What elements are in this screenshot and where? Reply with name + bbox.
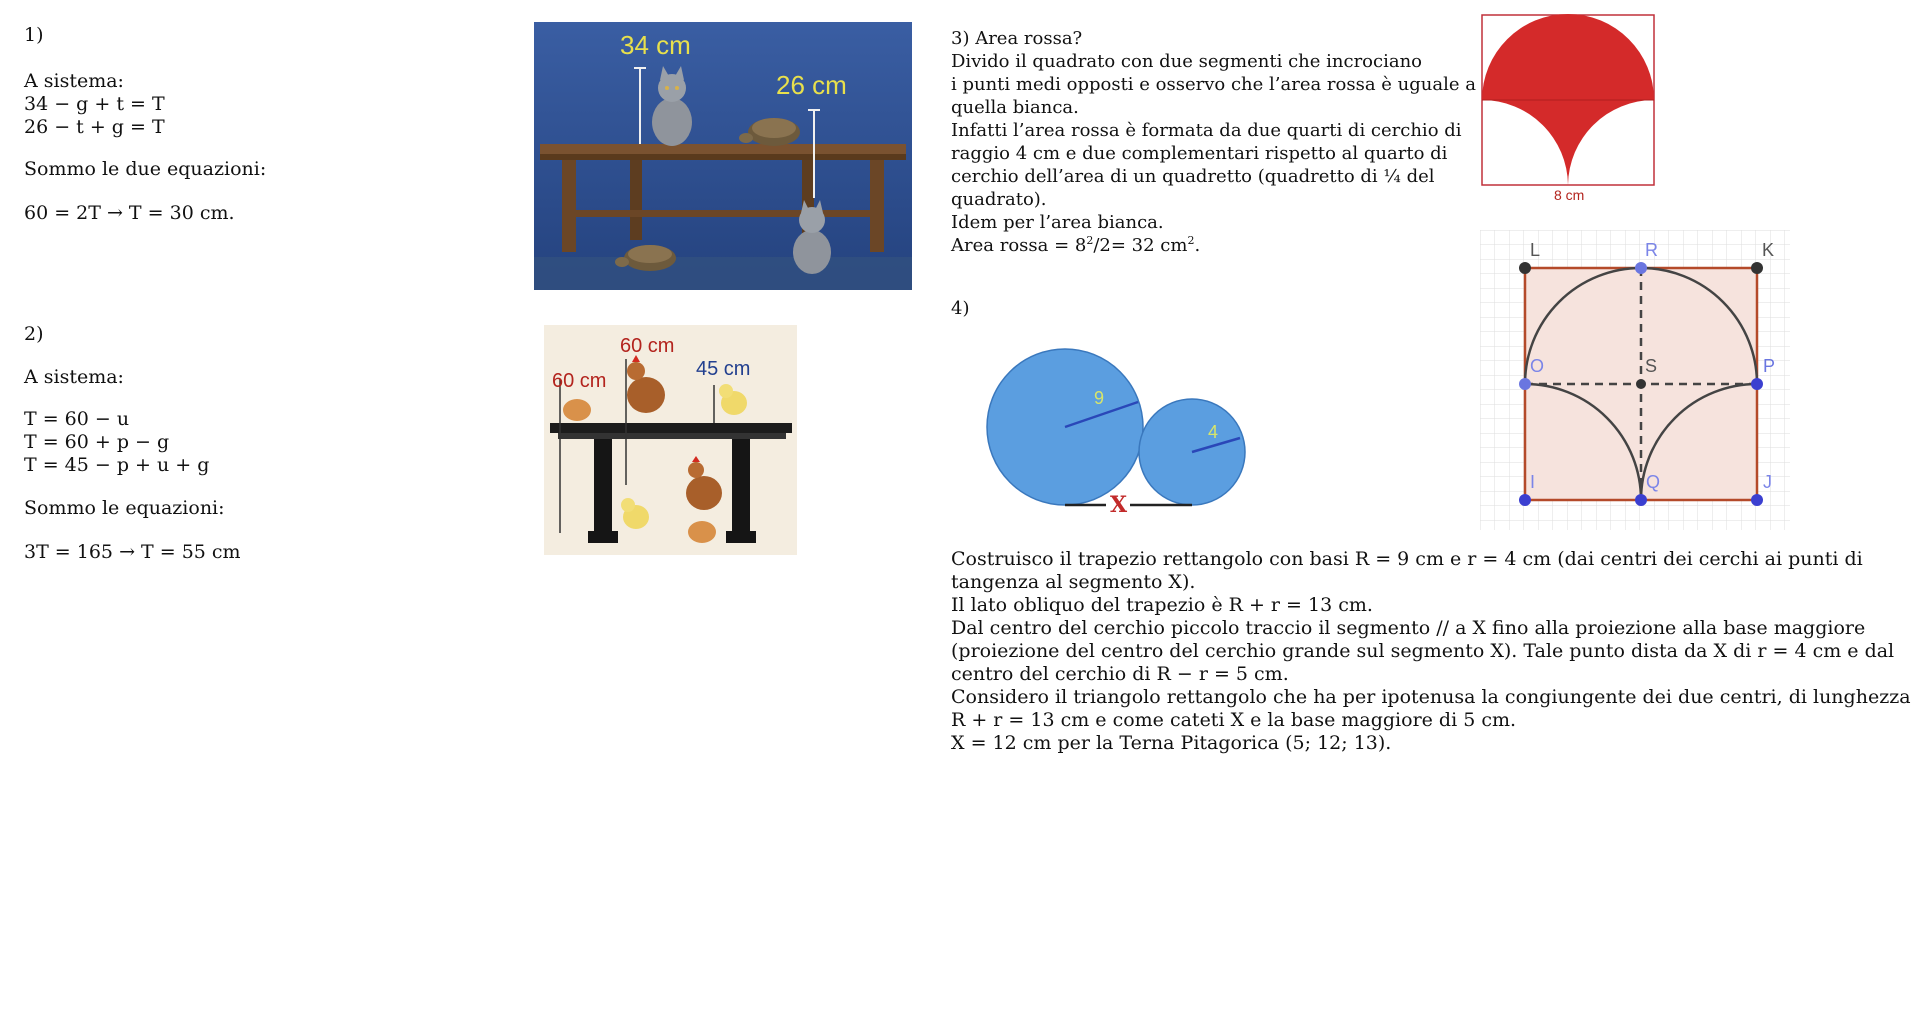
hen-table-image: [544, 325, 797, 555]
problem-3-line-1: Divido il quadrato con due segmenti che incrociano: [951, 51, 1423, 72]
problem-4-line-4: Dal centro del cerchio piccolo traccio il segmento // a X fino alla proiezione alla base maggiore: [951, 617, 1866, 639]
grid-geometry-figure: [1480, 230, 1790, 530]
label-60cm-left: 60 cm: [552, 370, 607, 392]
label-60cm-top: 60 cm: [620, 335, 675, 357]
problem-3-line-8: Idem per l’area bianca.: [951, 212, 1164, 233]
red-area-figure: [1478, 12, 1658, 208]
point-R: R: [1645, 240, 1658, 260]
x-label: X: [1110, 492, 1128, 518]
problem-2-equation-1: T = 60 − u: [24, 408, 130, 430]
label-8cm: 8 cm: [1554, 187, 1585, 203]
radius-4-label: 4: [1208, 422, 1219, 442]
problem-3-line-2: i punti medi opposti e osservo che l’area rossa è uguale a: [951, 74, 1476, 95]
problem-4-line-9: X = 12 cm per la Terna Pitagorica (5; 12; 13).: [951, 732, 1392, 754]
problem-4-line-1: Costruisco il trapezio rettangolo con basi R = 9 cm e r = 4 cm (dai centri dei cerchi ai punti di: [951, 548, 1863, 570]
tangent-circles-figure: [982, 342, 1252, 522]
cat-table-image: [534, 22, 912, 290]
problem-2-equation-2: T = 60 + p − g: [24, 431, 170, 453]
point-J: J: [1763, 472, 1772, 492]
egg-on-floor: [688, 521, 716, 543]
label-34cm: 34 cm: [620, 30, 691, 60]
problem-4-line-2: tangenza al segmento X).: [951, 571, 1196, 593]
problem-3-line-6: cerchio dell’area di un quadretto (quadretto di ¼ del: [951, 166, 1435, 187]
problem-2-equation-3: T = 45 − p + u + g: [24, 454, 210, 476]
problem-1-equation-1: 34 − g + t = T: [24, 93, 165, 115]
problem-3-line-3: quella bianca.: [951, 97, 1079, 118]
problem-1-equation-2: 26 − t + g = T: [24, 116, 165, 138]
problem-4-number: 4): [951, 298, 970, 319]
problem-3-title: 3) Area rossa?: [951, 28, 1083, 49]
problem-4-line-3: Il lato obliquo del trapezio è R + r = 13 cm.: [951, 594, 1373, 616]
point-O: O: [1530, 356, 1545, 376]
radius-9-label: 9: [1094, 388, 1105, 408]
problem-3-line-4: Infatti l’area rossa è formata da due quarti di cerchio di: [951, 120, 1462, 141]
problem-1-number: 1): [24, 24, 44, 46]
problem-4-line-5: (proiezione del centro del cerchio grande sul segmento X). Tale punto dista da X di r = 4 cm e dal: [951, 640, 1895, 662]
point-L: L: [1530, 240, 1541, 260]
problem-3-area-result: Area rossa = $8^2/2= 32$ $cm^2$.: [951, 234, 1201, 256]
problem-3-line-7: quadrato).: [951, 189, 1047, 210]
problem-1-system-label: A sistema:: [24, 70, 124, 92]
problem-2-result: 3T = 165 → T = 55 cm: [24, 541, 241, 563]
point-K: K: [1762, 240, 1775, 260]
point-I: I: [1530, 472, 1536, 492]
problem-2-number: 2): [24, 323, 44, 345]
problem-2-sum-label: Sommo le equazioni:: [24, 497, 225, 519]
problem-2-system-label: A sistema:: [24, 366, 124, 388]
problem-4-line-7: Considero il triangolo rettangolo che ha per ipotenusa la congiungente dei due centri, di lunghezza: [951, 686, 1911, 708]
label-26cm: 26 cm: [776, 70, 847, 100]
problem-3-line-5: raggio 4 cm e due complementari rispetto al quarto di: [951, 143, 1448, 164]
problem-1-result: 60 = 2T → T = 30 cm.: [24, 202, 235, 224]
point-S: S: [1645, 356, 1658, 376]
point-Q: Q: [1646, 472, 1661, 492]
problem-4-line-6: centro del cerchio di R − r = 5 cm.: [951, 663, 1289, 685]
problem-1-sum-label: Sommo le due equazioni:: [24, 158, 267, 180]
label-45cm: 45 cm: [696, 358, 751, 380]
problem-4-line-8: R + r = 13 cm e come cateti X e la base maggiore di 5 cm.: [951, 709, 1517, 731]
point-P: P: [1763, 356, 1776, 376]
egg-on-table: [563, 399, 591, 421]
